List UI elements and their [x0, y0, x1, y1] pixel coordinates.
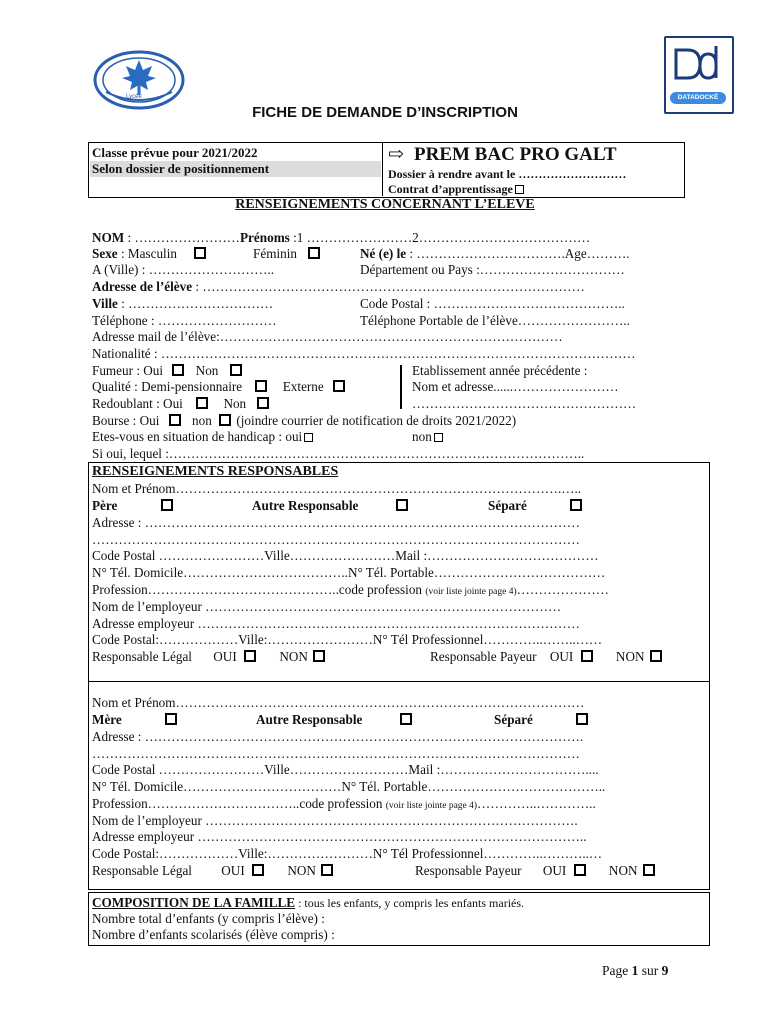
p2-legal-non-checkbox[interactable] — [321, 864, 333, 876]
contract-row — [388, 181, 526, 197]
mail[interactable]: Adresse mail de l’élève:…………………………………………………………………… — [92, 329, 563, 344]
dossier-due: Dossier à rendre avant le ……………………… — [388, 167, 627, 181]
p1-nom-field[interactable]: …………………………………………………………………………….….. — [175, 481, 582, 496]
fumeur-label: Fumeur : Oui — [92, 363, 164, 378]
page-sep: sur — [641, 963, 659, 978]
p1-cp[interactable]: Code Postal ……………………Ville……………………Mail :………………………………… — [92, 548, 599, 563]
p2-autre-label: Autre Responsable — [256, 712, 363, 727]
p2-profession-row — [92, 796, 596, 814]
p2-autre-checkbox[interactable] — [400, 713, 412, 725]
redoublant-row — [92, 396, 271, 412]
p2-cp[interactable]: Code Postal ……………………Ville………………………Mail :…………………………….... — [92, 762, 599, 777]
masculin-checkbox[interactable] — [194, 247, 206, 259]
p2-legal-label: Responsable Légal — [92, 863, 192, 878]
section-resp-title: RENSEIGNEMENTS RESPONSABLES — [92, 464, 339, 479]
p1-legal-oui-checkbox[interactable] — [244, 650, 256, 662]
p1-employeur[interactable]: Nom de l’employeur ……………………………………………………………………… — [92, 599, 562, 614]
p2-payeur-oui-label: OUI — [542, 863, 567, 878]
p1-tel[interactable]: N° Tél. Domicile………………………………..N° Tél. Portable………………………………… — [92, 565, 606, 580]
datadock-badge — [664, 36, 734, 114]
fumeur-non-checkbox[interactable] — [230, 364, 242, 376]
p2-adresse[interactable]: Adresse : ………………………………………………………………………………………. — [92, 729, 584, 744]
p2-autre-row — [256, 712, 414, 728]
p2-adresse2[interactable]: ………………………………………………………………………………………………… — [92, 746, 580, 761]
nom-label: NOM — [92, 230, 125, 245]
datadock-label: DATADOCKÉ — [670, 92, 726, 104]
etablissement-dots[interactable]: …………………………………………… — [412, 396, 637, 411]
fumeur-oui-checkbox[interactable] — [172, 364, 184, 376]
ville-field[interactable]: : …………………………… — [117, 296, 274, 311]
class-year: Classe prévue pour 2021/2022 — [92, 145, 258, 160]
ville-naissance[interactable]: A (Ville) : ……………………….. — [92, 262, 274, 277]
bourse-oui-checkbox[interactable] — [169, 414, 181, 426]
externe-checkbox[interactable] — [333, 380, 345, 392]
bourse-row — [92, 413, 516, 429]
handicap-row — [92, 429, 315, 445]
famille-title: COMPOSITION DE LA FAMILLE — [92, 895, 296, 910]
p2-role-label: Mère — [92, 712, 122, 727]
p1-adresse2[interactable]: ………………………………………………………………………………………………… — [92, 532, 580, 547]
adresse-field[interactable]: : …………………………………………………………………………… — [192, 279, 585, 294]
p2-separe-row — [494, 712, 590, 728]
p2-role-row — [92, 712, 179, 728]
telephone[interactable]: Téléphone : ……………………… — [92, 313, 277, 328]
qualite-label: Qualité : Demi-pensionnaire — [92, 379, 243, 394]
sexe-masc-label: : Masculin — [117, 246, 177, 261]
p1-nom-label: Nom et Prénom — [92, 481, 176, 496]
redoublant-label: Redoublant : Oui — [92, 396, 183, 411]
handicap-label: Etes-vous en situation de handicap : oui — [92, 429, 303, 444]
p2-legal-non-label: NON — [287, 863, 316, 878]
section-eleve-title: RENSEIGNEMENTS CONCERNANT L’ELEVE — [235, 197, 535, 212]
p2-separe-checkbox[interactable] — [576, 713, 588, 725]
etablissement-label: Etablissement année précédente : — [412, 363, 588, 378]
p1-prof-dots[interactable]: ………………… — [516, 582, 609, 597]
externe-label: Externe — [282, 379, 324, 394]
page-title: FICHE DE DEMANDE D’INSCRIPTION — [252, 104, 518, 121]
sexe-label: Sexe — [92, 246, 118, 261]
p2-prof-note: (voir liste jointe page 4) — [385, 801, 478, 811]
p2-payeur-label: Responsable Payeur — [415, 863, 522, 878]
bourse-non-label: non — [192, 413, 212, 428]
class-box-divider — [382, 142, 383, 196]
ne-label: Né (e) le — [360, 246, 407, 261]
bourse-non-checkbox[interactable] — [219, 414, 231, 426]
famille-total[interactable]: Nombre total d’enfants (y compris l’élève) : — [92, 911, 325, 926]
p2-cp2[interactable]: Code Postal:………………Ville:……………………N° Tél Professionnel…………..………..… — [92, 846, 603, 861]
handicap-oui-checkbox[interactable] — [304, 433, 313, 442]
p2-prof-dots[interactable]: …………..………….. — [477, 796, 596, 811]
page-prefix: Page — [602, 963, 629, 978]
famille-scolarises[interactable]: Nombre d’enfants scolarisés (élève compris) : — [92, 927, 335, 942]
sexe-row — [92, 246, 208, 262]
p1-profession-row — [92, 582, 609, 600]
p1-autre-checkbox[interactable] — [396, 499, 408, 511]
departement[interactable]: Département ou Pays :…………………………… — [360, 262, 625, 277]
ville-label: Ville — [92, 296, 118, 311]
p1-profession[interactable]: Profession……………………………………..code profession — [92, 582, 423, 597]
portable[interactable]: Téléphone Portable de l’élève…………………….. — [360, 313, 630, 328]
p2-employeur[interactable]: Nom de l’employeur …………………………………………………………………………. — [92, 813, 578, 828]
demi-pensionnaire-checkbox[interactable] — [255, 380, 267, 392]
page-total: 9 — [661, 963, 669, 978]
handicap-non-label: non — [412, 429, 432, 444]
p1-separe-checkbox[interactable] — [570, 499, 582, 511]
p1-legal-row — [92, 649, 327, 665]
fumeur-row — [92, 363, 244, 379]
p2-payeur-oui-checkbox[interactable] — [574, 864, 586, 876]
p2-payeur-non-label: NON — [608, 863, 638, 878]
p1-adr-employeur[interactable]: Adresse employeur …………………………………………………………………………… — [92, 616, 580, 631]
class-selon: Selon dossier de positionnement — [92, 161, 270, 176]
bourse-label: Bourse : Oui — [92, 413, 160, 428]
p1-legal-non-checkbox[interactable] — [313, 650, 325, 662]
p2-nom-row — [92, 695, 584, 711]
famille-title-row — [92, 895, 524, 911]
p1-payeur-non-label: NON — [615, 649, 645, 664]
nom-row — [92, 230, 590, 246]
p1-payeur-oui-label: OUI — [549, 649, 574, 664]
feminin-checkbox[interactable] — [308, 247, 320, 259]
fumeur-non-label: Non — [195, 363, 219, 378]
p1-autre-label: Autre Responsable — [252, 498, 359, 513]
p2-tel[interactable]: N° Tél. Domicile………………………………N° Tél. Portable………………………………….. — [92, 779, 606, 794]
p1-legal-oui-label: OUI — [213, 649, 237, 664]
p2-separe-label: Séparé — [494, 712, 533, 727]
p2-payeur-row — [415, 863, 657, 879]
p1-pere-checkbox[interactable] — [161, 499, 173, 511]
logo-text: Lycée — [126, 94, 142, 100]
p1-separe-label: Séparé — [488, 498, 527, 513]
p1-cp2[interactable]: Code Postal:………………Ville:……………………N° Tél Professionnel…………..……..…… — [92, 632, 603, 647]
school-logo — [92, 50, 186, 110]
ville-row — [92, 296, 273, 312]
p1-role-label: Père — [92, 498, 118, 513]
p2-legal-row — [92, 863, 335, 879]
p1-role-row — [92, 498, 175, 514]
p2-mere-checkbox[interactable] — [165, 713, 177, 725]
p1-autre-row — [252, 498, 410, 514]
p1-payeur-label: Responsable Payeur — [430, 649, 537, 664]
bourse-note: (joindre courrier de notification de droits 2021/2022) — [236, 413, 517, 428]
redoublant-oui-checkbox[interactable] — [196, 397, 208, 409]
p1-adresse[interactable]: Adresse : ……………………………………………………………………………………… — [92, 515, 580, 530]
p1-separe-row — [488, 498, 584, 514]
prenoms-label: Prénoms — [240, 230, 290, 245]
p1-payeur-oui-checkbox[interactable] — [581, 650, 593, 662]
datadock-logo-icon — [666, 38, 732, 94]
contract-checkbox[interactable] — [515, 185, 524, 194]
p1-legal-label: Responsable Légal — [92, 649, 192, 664]
feminin-label: Féminin — [253, 246, 297, 261]
p1-legal-non-label: NON — [279, 649, 308, 664]
page-current: 1 — [631, 963, 639, 978]
handicap-non-row — [412, 429, 445, 445]
nom-adresse-etab[interactable]: Nom et adresse......…………………… — [412, 379, 619, 394]
redoublant-non-checkbox[interactable] — [257, 397, 269, 409]
p2-adr-employeur[interactable]: Adresse employeur …………………………………………………………………………….. — [92, 829, 587, 844]
adresse-row — [92, 279, 585, 295]
page-number — [602, 963, 668, 979]
handicap-non-checkbox[interactable] — [434, 433, 443, 442]
p2-nom-label: Nom et Prénom — [92, 695, 176, 710]
nom-field[interactable]: : …………………… — [124, 230, 240, 245]
p2-legal-oui-checkbox[interactable] — [252, 864, 264, 876]
contract-label: Contrat d’apprentissage — [388, 182, 513, 196]
p1-nom-row — [92, 481, 581, 497]
famille-subtitle: : tous les enfants, y compris les enfants mariés. — [295, 896, 525, 910]
p2-legal-oui-label: OUI — [221, 863, 245, 878]
ne-field[interactable]: : …………………………….Age………. — [406, 246, 630, 261]
feminin-row — [253, 246, 322, 262]
program-name: PREM BAC PRO GALT — [414, 144, 617, 165]
etablissement-bracket — [400, 365, 402, 409]
ne-row — [360, 246, 630, 262]
p1-payeur-non-checkbox[interactable] — [650, 650, 662, 662]
handicap-lequel[interactable]: Si oui, lequel :………………………………………………………………………………….. — [92, 446, 585, 461]
prenoms-field[interactable]: :1 ……………………2………………………………… — [289, 230, 591, 245]
nationalite[interactable]: Nationalité : ……………………………………………………………………………………………… — [92, 346, 636, 361]
adresse-label: Adresse de l’élève — [92, 279, 193, 294]
code-postal[interactable]: Code Postal : …………………………………….. — [360, 296, 625, 311]
p1-payeur-row — [430, 649, 664, 665]
p2-profession[interactable]: Profession……………………………..code profession — [92, 796, 383, 811]
p2-nom-field[interactable]: ………………………………………………………………………………… — [175, 695, 585, 710]
p1-prof-note: (voir liste jointe page 4) — [425, 587, 517, 597]
p2-payeur-non-checkbox[interactable] — [643, 864, 655, 876]
qualite-row — [92, 379, 347, 395]
program-arrow-icon: ⇨ — [388, 144, 404, 165]
redoublant-non-label: Non — [223, 396, 247, 411]
